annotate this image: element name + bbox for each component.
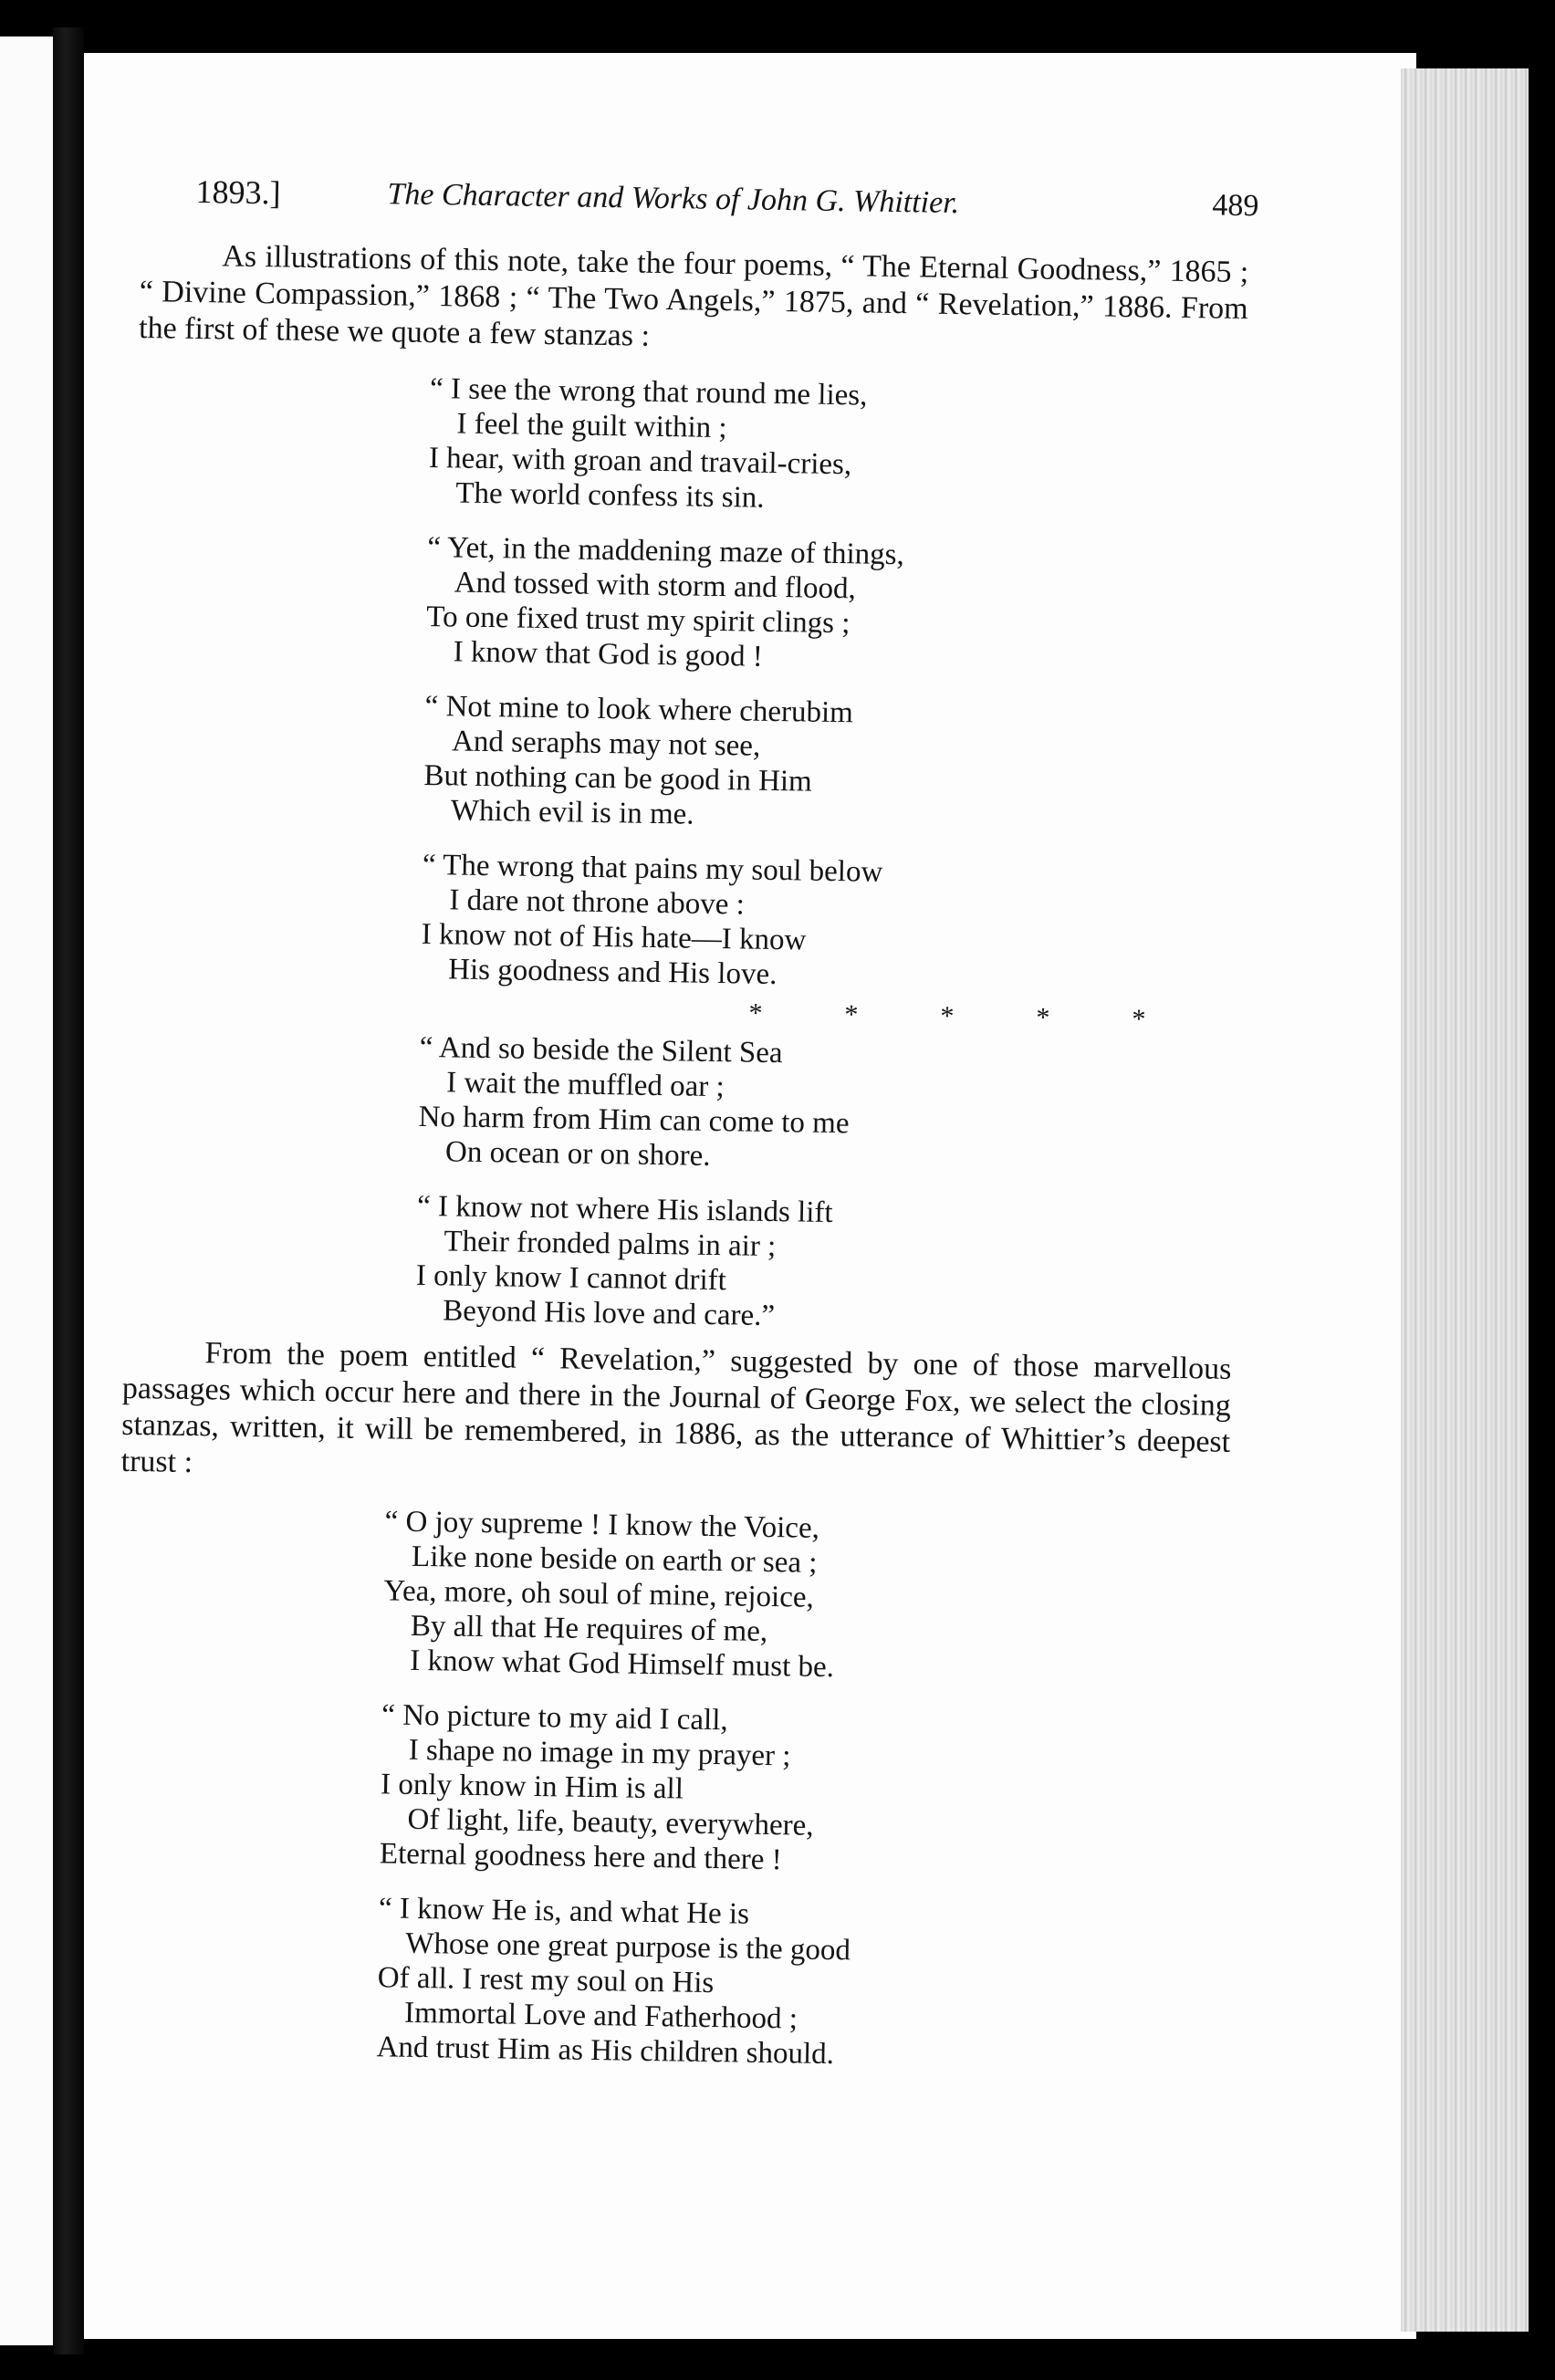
poem-line: The world confess its sin. [455,476,765,515]
asterisk: * [1132,1004,1146,1035]
poem-line: No harm from Him can come to me [418,1100,850,1141]
intro-paragraph: As illustrations of this note, take the four poems, “ The Eternal Goodness,” 1865 ; “ Divine Compassion,” 1868 ; “ The Two Angels,” 1875, and “ Revelation,” 1886. From the first of these we quote a few stanzas : [138,239,1249,353]
poem-line: On ocean or on shore. [444,1135,711,1173]
poem-stanza [425,530,1244,682]
asterisk: * [844,999,859,1030]
poem-revelation [376,1504,1229,2077]
left-page-edge [0,37,53,2345]
poem-line: Eternal goodness here and there ! [379,1837,782,1877]
asterisk: * [1036,1002,1050,1033]
poem-stanza [376,1891,1223,2078]
middle-paragraph: From the poem entitled “ Revelation,” suggested by one of those marvellous passages which occur here and there in the Journal of George Fox, we select the closing stanzas, written, it will be remembered, in 1886, as the utterance of Whittier’s deepest trust : [120,1336,1232,1480]
poem-line: Whose one great purpose is the good [405,1926,851,1968]
poem-line: And trust Him as His children should. [376,2030,835,2072]
poem-line: “ I know not where His islands lift [416,1189,833,1230]
poem-stanza [382,1504,1229,1691]
poem-line: I know that God is good ! [453,635,764,673]
page-edges [1401,68,1529,2332]
poem-line: To one fixed trust my spirit clings ; [425,600,851,641]
poem-line: “ I see the wrong that round me lies, [429,371,868,412]
poem-line: “ I know He is, and what He is [378,1892,750,1931]
poem-line: Their fronded palms in air ; [444,1225,777,1264]
asterisk: * [748,997,763,1028]
poem-line: “ And so beside the Silent Sea [419,1030,783,1070]
poem-stanza [415,1189,1234,1341]
poem-line: “ Not mine to look where cherubim [424,689,854,730]
poem-line: Which evil is in me. [450,794,694,831]
poem-line: “ No picture to my aid I call, [381,1698,728,1738]
poem-line: I only know in Him is all [380,1768,684,1806]
poem-line: By all that He requires of me, [410,1609,768,1648]
poem-line: And seraphs may not see, [451,725,761,763]
poem-line: I feel the guilt within ; [456,407,727,445]
poem-line: And tossed with storm and flood, [454,566,857,606]
poem-line: I hear, with groan and travail-cries, [428,441,852,482]
stanza-separator [420,992,1237,1038]
poem-line: “ O joy supreme ! I know the Voice, [384,1505,820,1545]
poem-eternal-goodness [415,371,1247,1341]
header-year: 1893.] [195,172,281,212]
book-gutter [53,27,84,2354]
page-number: 489 [1212,188,1259,224]
poem-line: “ The wrong that pains my soul below [422,848,883,889]
poem-line: Like none beside on earth or sea ; [411,1540,818,1580]
asterisk: * [940,1000,955,1032]
poem-line: But nothing can be good in Him [423,758,813,799]
poem-line: I only know I cannot drift [415,1258,727,1298]
poem-line: I dare not throne above : [449,883,746,922]
poem-stanza [423,689,1242,840]
poem-line: His goodness and His love. [447,953,778,992]
poem-line: I wait the muffled oar ; [445,1066,725,1104]
poem-stanza [418,1030,1237,1182]
poem-line: I know what God Himself must be. [409,1644,835,1685]
poem-line: “ Yet, in the maddening maze of things, [427,530,905,572]
poem-line: Beyond His love and care.” [443,1294,776,1333]
poem-line: Yea, more, oh soul of mine, rejoice, [383,1574,815,1614]
page-content [111,164,1259,2078]
poem-line: Immortal Love and Fatherhood ; [403,1996,798,2036]
poem-line: I shape no image in my prayer ; [408,1733,791,1773]
poem-stanza [428,371,1247,523]
header-title: The Character and Works of John G. Whittier. [387,177,960,221]
poem-line: I know not of His hate—I know [421,917,807,957]
poem-line: Of all. I rest my soul on His [377,1961,715,2000]
poem-line: Of light, life, beauty, everywhere, [407,1802,814,1842]
poem-stanza [421,848,1239,999]
poem-stanza [380,1697,1226,1884]
